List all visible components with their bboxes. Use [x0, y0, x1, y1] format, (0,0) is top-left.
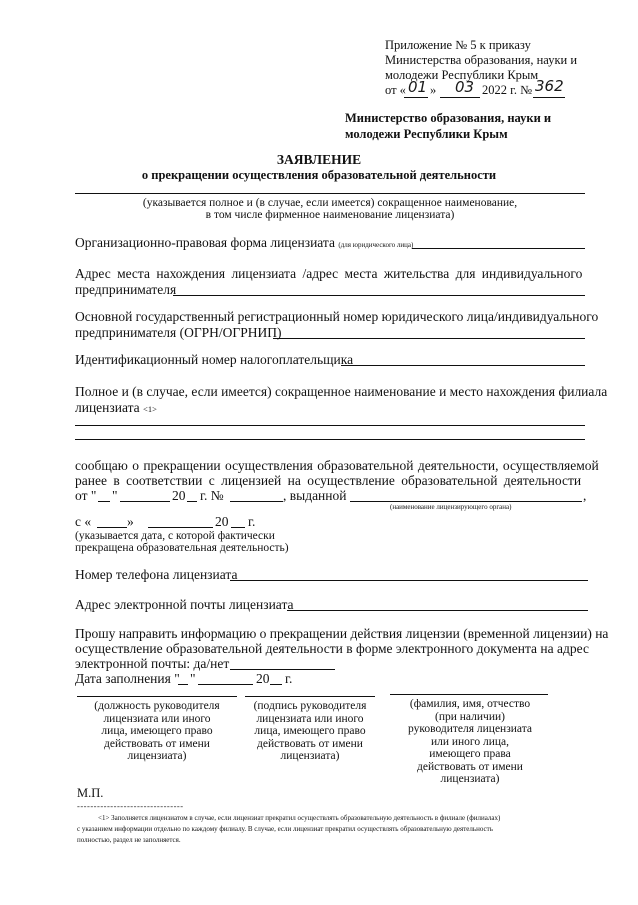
phone-field[interactable] [230, 580, 588, 581]
license-day-field[interactable] [98, 501, 110, 502]
since-label: с « [75, 514, 92, 529]
notice-line-3-comma: , [583, 488, 587, 503]
issuer-hint: (наименование лицензирующего органа) [390, 503, 512, 511]
org-form-label [75, 235, 413, 251]
addressee-line-1: Министерство образования, науки и [345, 111, 552, 125]
col1-line: действовать от имени [104, 737, 210, 750]
col2-line: лицензиата или иного [256, 712, 364, 725]
phone-label: Номер телефона лицензиата [75, 567, 238, 582]
branch-field-line-2[interactable] [75, 439, 585, 440]
col3-line: действовать от имени [417, 760, 523, 773]
email-label: Адрес электронной почты лицензиата [75, 597, 294, 612]
org-form-note: (для юридического лица) [338, 241, 414, 249]
notice-line-3-number: г. № [200, 488, 224, 503]
name-hint-line-1: (указывается полное и (в случае, если имеется) сокращенное наименование, [142, 197, 518, 209]
full-name-field[interactable] [390, 694, 548, 695]
since-day-field[interactable] [97, 527, 127, 528]
col3-line: (при наличии) [435, 710, 505, 723]
col2-line: действовать от имени [257, 737, 363, 750]
col2-line: (подпись руководителя [253, 700, 367, 712]
appendix-line-3: молодежи Республики Крым [385, 68, 539, 82]
signature-col-sign [243, 700, 377, 763]
fill-month-field[interactable] [198, 684, 253, 685]
position-field[interactable] [77, 696, 237, 697]
request-line-1: Прошу направить информацию о прекращении действия лицензии (временной лицензии) на [75, 626, 609, 641]
appendix-year: 2022 г. № [482, 83, 533, 97]
since-year-field[interactable] [231, 527, 245, 528]
branch-footnote-ref: <1> [143, 404, 157, 414]
since-year-suffix: г. [248, 514, 256, 529]
col3-line: лицензиата) [440, 773, 500, 785]
fill-date-suffix: г. [285, 671, 293, 686]
since-hint-2: прекращена образовательная деятельность) [75, 542, 289, 554]
email-consent-field[interactable] [230, 669, 335, 670]
footnote-line-1: <1> Заполняется лицензиатом в случае, если лицензиат прекратил осуществлять образовательную деятельность в филиале (филиалах) [98, 814, 501, 822]
request-line-2: осуществление образовательной деятельности в форме электронного документа на адрес [75, 641, 589, 656]
col2-line: лицензиата) [280, 750, 340, 762]
since-century: 20 [215, 514, 229, 529]
notice-line-3-quote: " [112, 488, 118, 503]
footnote-line-3: полностью, раздел не заполняется. [77, 836, 181, 844]
appendix-line-2: Министерства образования, науки и [385, 53, 578, 67]
since-month-field[interactable] [148, 527, 213, 528]
since-hint-1: (указывается дата, с которой фактически [75, 530, 275, 542]
fill-date-century: 20 [256, 671, 270, 686]
appendix-day-line [404, 97, 428, 98]
inn-label: Идентификационный номер налогоплательщика [75, 352, 354, 367]
appendix-date-prefix: от « [385, 83, 406, 97]
notice-line-3-issued: , выданной [283, 488, 347, 503]
org-form-field[interactable] [412, 248, 585, 249]
ogrn-label-1: Основной государственный регистрационный номер юридического лица/индивидуального [75, 309, 599, 324]
appendix-line-1: Приложение № 5 к приказу [385, 38, 531, 52]
appendix-date-mid: » [430, 83, 437, 97]
col3-line: или иного лица, [430, 735, 510, 748]
address-label-2: предпринимателя [75, 282, 177, 297]
fill-day-field[interactable] [178, 684, 188, 685]
footnote-separator: -------------------------------- [77, 801, 184, 811]
col3-line: имеющего права [429, 748, 511, 760]
col1-line: лицензиата или иного [103, 712, 211, 725]
col3-line: руководителя лицензиата [408, 723, 532, 735]
fill-date-label: Дата заполнения " [75, 671, 180, 686]
fill-date-quote: " [190, 671, 196, 686]
license-number-field[interactable] [230, 501, 283, 502]
appendix-month-line [440, 97, 480, 98]
issuer-field[interactable] [350, 501, 582, 502]
branch-label-2 [75, 400, 157, 416]
notice-line-3-from: от " [75, 488, 97, 503]
notice-line-2: ранее в соответствии с лицензией на осуществление образовательной деятельности [75, 473, 582, 488]
branch-label-1: Полное и (в случае, если имеется) сокращенное наименование и место нахождения филиала [75, 384, 608, 399]
notice-line-3-century: 20 [172, 488, 186, 503]
footnote-line-2: с указанием информации отдельно по каждому филиалу. В случае, если лицензиат прекратил осуществлять образовательную деятельность [77, 825, 493, 833]
col1-line: лица, имеющего право [101, 725, 213, 737]
branch-field-line-1[interactable] [75, 425, 585, 426]
inn-field[interactable] [341, 365, 585, 366]
col2-line: лица, имеющего право [254, 725, 366, 737]
address-field[interactable] [173, 295, 585, 296]
licensee-name-line[interactable] [75, 193, 585, 194]
email-field[interactable] [287, 610, 588, 611]
signature-col-name [392, 698, 548, 786]
appendix-order-number: 362 [535, 77, 564, 95]
col3-line: (фамилия, имя, отчество [409, 698, 531, 710]
ogrn-label-2: предпринимателя (ОГРН/ОГРНИП) [75, 325, 282, 340]
signature-field[interactable] [245, 696, 375, 697]
stamp-placeholder: М.П. [77, 786, 104, 800]
address-label-1: Адрес места нахождения лицензиата /адрес места жительства для индивидуального [75, 266, 583, 281]
document-subtitle: о прекращении осуществления образовательной деятельности [141, 168, 497, 182]
since-quote: » [127, 514, 134, 529]
notice-line-1: сообщаю о прекращении осуществления образовательной деятельности, осуществляемой [75, 458, 599, 473]
request-line-3: электронной почты: да/нет [75, 656, 230, 671]
appendix-order-line [533, 97, 565, 98]
addressee-line-2: молодежи Республики Крым [345, 127, 508, 141]
license-month-field[interactable] [120, 501, 170, 502]
col1-line: лицензиата) [127, 750, 187, 762]
name-hint-line-2: в том числе фирменное наименование лицензиата) [205, 209, 455, 221]
document-title: ЗАЯВЛЕНИЕ [276, 152, 362, 167]
fill-year-field[interactable] [270, 684, 282, 685]
org-form-text: Организационно-правовая форма лицензиата [75, 235, 335, 250]
ogrn-field[interactable] [273, 338, 585, 339]
col1-line: (должность руководителя [94, 700, 220, 712]
branch-label-text: лицензиата [75, 400, 140, 415]
appendix-day: 01 [408, 78, 428, 96]
license-year-field[interactable] [187, 501, 197, 502]
appendix-month: 03 [455, 78, 475, 96]
signature-col-position [82, 700, 232, 763]
